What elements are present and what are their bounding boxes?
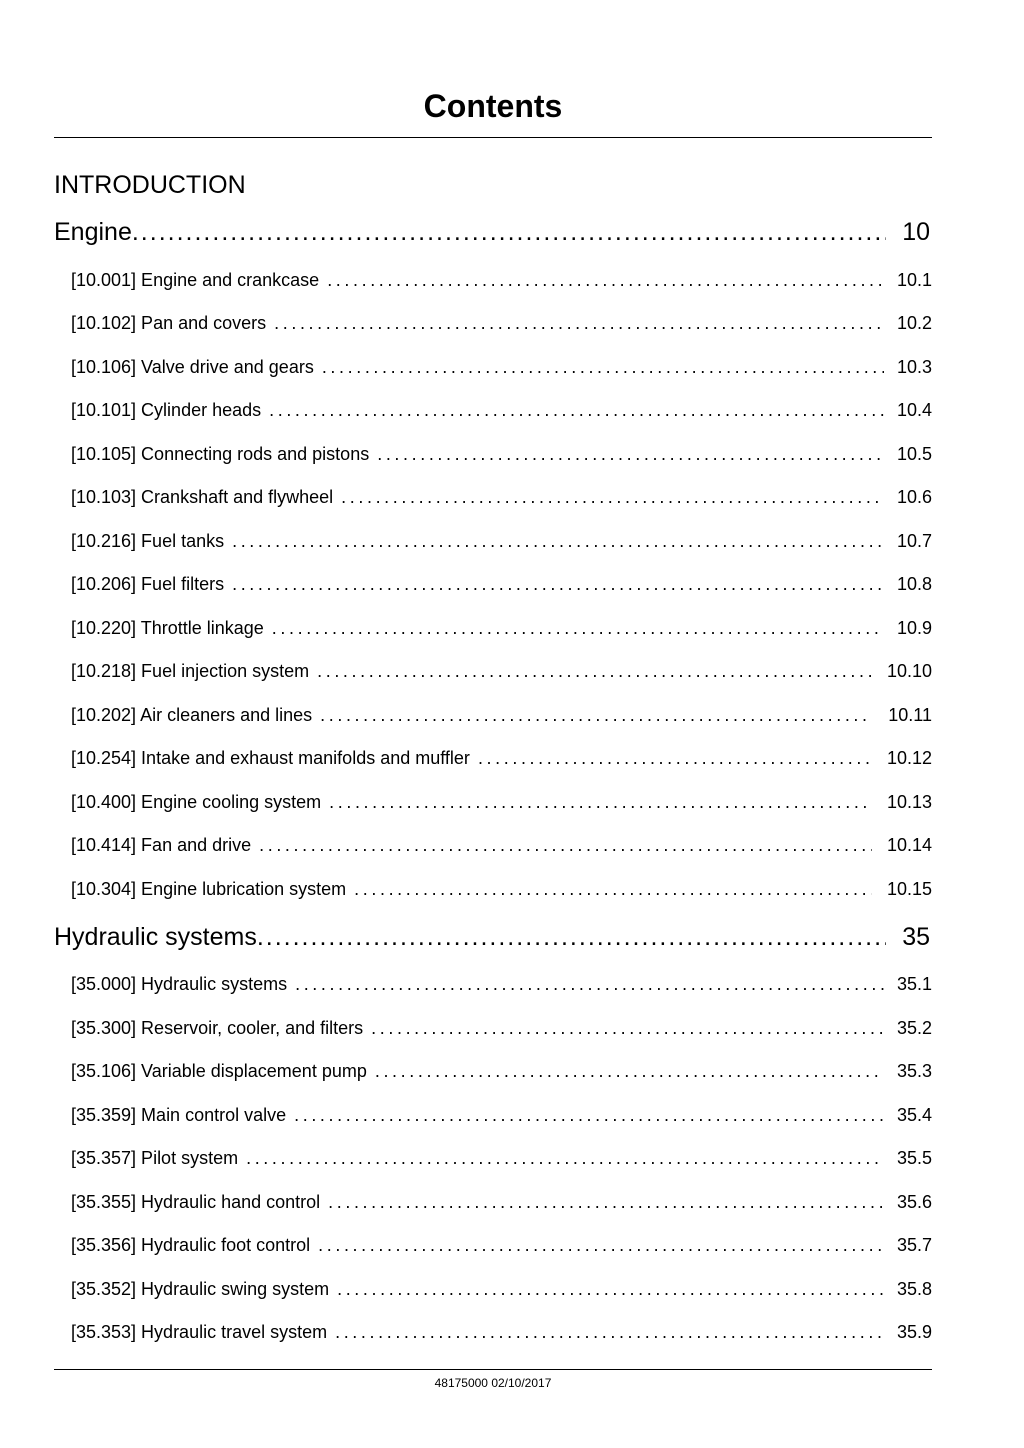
toc-entry-label: [35.000] Hydraulic systems [71, 974, 288, 994]
toc-entry-page: 10.13 [886, 792, 932, 812]
toc-entry[interactable] [54, 1233, 932, 1257]
dot-leader [318, 1233, 884, 1257]
toc-entry-label: [10.206] Fuel filters [71, 574, 225, 594]
toc-entry[interactable] [54, 268, 932, 292]
toc-section-label: Hydraulic systems [54, 923, 257, 951]
dot-leader [295, 972, 884, 996]
dot-leader [132, 215, 886, 249]
dot-leader [328, 1190, 884, 1214]
footer-doc-id: 48175000 02/10/2017 [434, 1376, 552, 1390]
toc-entry-page: 10.11 [888, 705, 932, 725]
toc-entry-label: [10.001] Engine and crankcase [71, 270, 320, 290]
dot-leader [246, 1146, 884, 1170]
dot-leader [269, 398, 884, 422]
toc-entry[interactable] [54, 1146, 932, 1170]
toc-entry-page: 35.6 [896, 1192, 932, 1212]
toc-entry-page: 35.5 [896, 1148, 932, 1168]
toc-entry-label: [10.103] Crankshaft and flywheel [71, 487, 334, 507]
dot-leader [377, 442, 884, 466]
toc-entry[interactable] [54, 877, 932, 901]
dot-leader [341, 485, 884, 509]
toc-section-hydraulic-systems[interactable] [54, 920, 932, 954]
toc-entry-page: 10.2 [896, 313, 932, 333]
intro-heading: INTRODUCTION [54, 171, 246, 199]
toc-entry-page: 35.3 [896, 1061, 932, 1081]
toc-entry[interactable] [54, 485, 932, 509]
toc-entry[interactable] [54, 659, 932, 683]
toc-entry-page: 35.1 [896, 974, 932, 994]
toc-entry[interactable] [54, 1190, 932, 1214]
toc-entry-page: 10.8 [896, 574, 932, 594]
toc-entry-label: [10.304] Engine lubrication system [71, 879, 347, 899]
dot-leader [354, 877, 872, 901]
toc-entry[interactable] [54, 790, 932, 814]
toc-entry[interactable] [54, 833, 932, 857]
toc-entry-page: 10.15 [886, 879, 932, 899]
toc-entry-page: 35.9 [896, 1322, 932, 1342]
toc-entry-label: [35.357] Pilot system [71, 1148, 239, 1168]
toc-entry[interactable] [54, 442, 932, 466]
dot-leader [259, 833, 872, 857]
toc-entry-label: [35.356] Hydraulic foot control [71, 1235, 311, 1255]
dot-leader [337, 1277, 884, 1301]
toc-entry[interactable] [54, 398, 932, 422]
dot-leader [274, 311, 884, 335]
toc-entry-label: [35.106] Variable displacement pump [71, 1061, 367, 1081]
toc-entry-label: [35.359] Main control valve [71, 1105, 287, 1125]
toc-entry-page: 10.7 [896, 531, 932, 551]
footer-divider [54, 1369, 932, 1370]
toc-entry[interactable] [54, 703, 932, 727]
toc-entry[interactable] [54, 616, 932, 640]
dot-leader [257, 920, 886, 954]
toc-entry-label: [35.355] Hydraulic hand control [71, 1192, 321, 1212]
toc-entry[interactable] [54, 1016, 932, 1040]
toc-entry-page: 10.4 [896, 400, 932, 420]
toc-entry-label: [10.218] Fuel injection system [71, 661, 310, 681]
toc-entry-page: 35.2 [896, 1018, 932, 1038]
toc-entry[interactable] [54, 972, 932, 996]
toc-entry-label: [10.106] Valve drive and gears [71, 357, 314, 377]
dot-leader [329, 790, 872, 814]
toc-entry-label: [10.216] Fuel tanks [71, 531, 225, 551]
toc-entry-label: [35.352] Hydraulic swing system [71, 1279, 330, 1299]
dot-leader [232, 529, 884, 553]
toc-entry-label: [10.202] Air cleaners and lines [71, 705, 313, 725]
toc-entry-page: 35.7 [896, 1235, 932, 1255]
toc-entry-label: [10.400] Engine cooling system [71, 792, 322, 812]
dot-leader [327, 268, 884, 292]
toc-entry-label: [10.220] Throttle linkage [71, 618, 264, 638]
toc-entry[interactable] [54, 572, 932, 596]
toc-section-page: 35 [902, 923, 930, 951]
dot-leader [335, 1320, 884, 1344]
toc-entry[interactable] [54, 311, 932, 335]
toc-entry-page: 35.4 [896, 1105, 932, 1125]
page-title: Contents [423, 88, 563, 124]
toc-entry-label: [10.254] Intake and exhaust manifolds and muffler [71, 748, 470, 768]
toc-section-page: 10 [902, 218, 930, 246]
dot-leader [375, 1059, 884, 1083]
toc-entry[interactable] [54, 1320, 932, 1344]
toc-entry[interactable] [54, 1059, 932, 1083]
dot-leader [317, 659, 872, 683]
toc-entry-label: [35.300] Reservoir, cooler, and filters [71, 1018, 364, 1038]
toc-entry-page: 10.1 [896, 270, 932, 290]
toc-section-label: Engine [54, 218, 132, 246]
toc-entry-page: 35.8 [896, 1279, 932, 1299]
dot-leader [294, 1103, 884, 1127]
toc-entry-page: 10.14 [886, 835, 932, 855]
toc-entry-page: 10.10 [886, 661, 932, 681]
dot-leader [322, 355, 884, 379]
toc-entry-label: [10.105] Connecting rods and pistons [71, 444, 370, 464]
dot-leader [272, 616, 884, 640]
toc-entry-page: 10.5 [896, 444, 932, 464]
toc-entry[interactable] [54, 529, 932, 553]
dot-leader [478, 746, 872, 770]
dot-leader [320, 703, 872, 727]
toc-entry-label: [35.353] Hydraulic travel system [71, 1322, 328, 1342]
toc-entry-page: 10.9 [896, 618, 932, 638]
dot-leader [232, 572, 884, 596]
toc-entry-label: [10.414] Fan and drive [71, 835, 252, 855]
document-page [54, 0, 932, 1448]
toc-section-engine[interactable] [54, 215, 932, 249]
toc-entry-page: 10.12 [886, 748, 932, 768]
toc-entry[interactable] [54, 1277, 932, 1301]
title-divider [54, 137, 932, 138]
toc-entry-label: [10.101] Cylinder heads [71, 400, 262, 420]
toc-entry-page: 10.3 [896, 357, 932, 377]
toc-entry-page: 10.6 [896, 487, 932, 507]
toc-entry[interactable] [54, 746, 932, 770]
dot-leader [371, 1016, 884, 1040]
toc-entry[interactable] [54, 1103, 932, 1127]
toc-entry[interactable] [54, 355, 932, 379]
toc-entry-label: [10.102] Pan and covers [71, 313, 267, 333]
